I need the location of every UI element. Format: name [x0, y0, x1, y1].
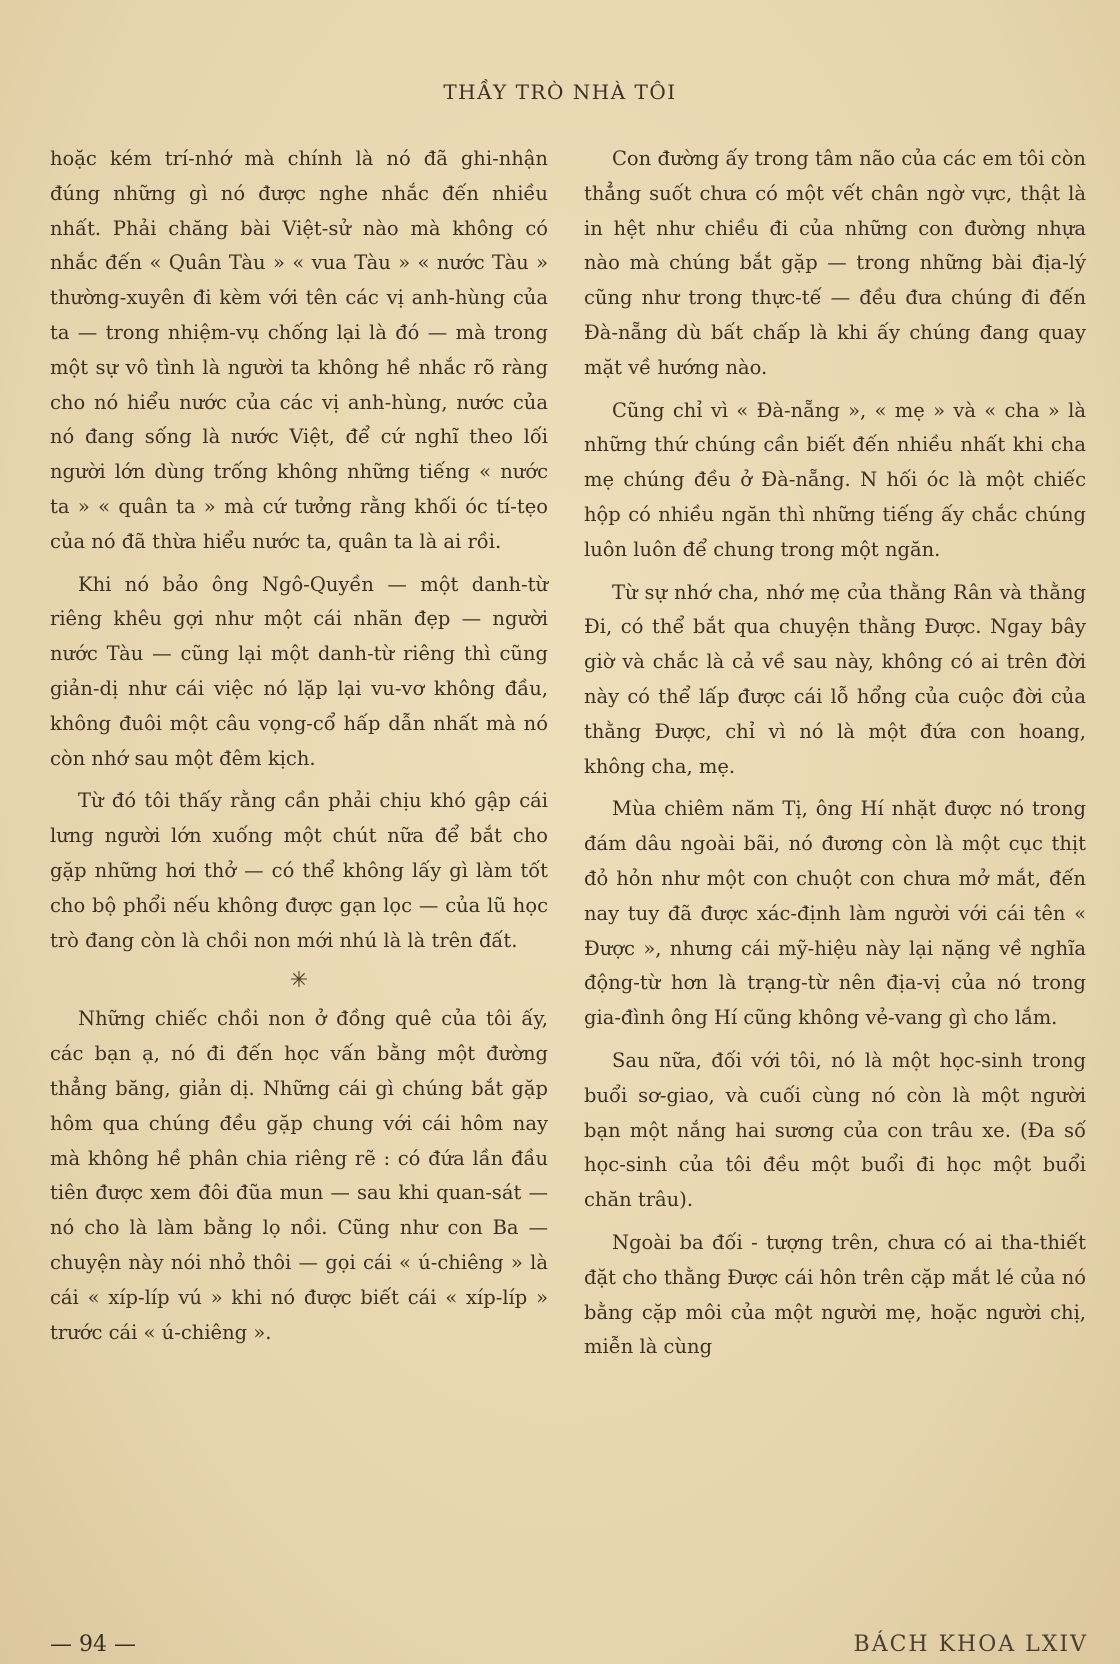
running-title: THẦY TRÒ NHÀ TÔI [443, 80, 677, 104]
paragraph: Từ sự nhớ cha, nhớ mẹ của thằng Rân và thằng Đi, có thể bắt qua chuyện thằng Được. Ngay bây giờ và chắc là cả về sau này, không có ai trên đời này có thể lấp được cái lỗ hổng của cuộc đời của thằng Được, chỉ vì nó là một đứa con hoang, không cha, mẹ. [584, 580, 1086, 778]
right-column [584, 142, 1086, 1373]
page-number: — 94 — [50, 1632, 136, 1657]
paragraph: Sau nữa, đối với tôi, nó là một học-sinh trong buổi sơ-giao, và cuối cùng nó còn là một người bạn một nắng hai sương của con trâu xe. (Đa số học-sinh của tôi đều một buổi đi học một buổi chăn trâu). [584, 1048, 1086, 1212]
left-column [50, 142, 548, 1358]
paragraph: Khi nó bảo ông Ngô-Quyền — một danh-từ riêng khêu gợi như một cái nhãn đẹp — người nước Tàu — cũng lại một danh-từ riêng thì cũng giản-dị như cái việc nó lặp lại vu-vơ không đầu, không đuôi một câu vọng-cổ hấp dẫn nhất mà nó còn nhớ sau một đêm kịch. [50, 572, 548, 770]
publication-name: BÁCH KHOA LXIV [853, 1632, 1088, 1657]
paragraph: Cũng chỉ vì « Đà-nẵng », « mẹ » và « cha » là những thứ chúng cần biết đến nhiều nhất khi cha mẹ chúng đều ở Đà-nẵng. N hối óc là một chiếc hộp có nhiều ngăn thì những tiếng ấy chắc chúng luôn luôn để chung trong một ngăn. [584, 398, 1086, 561]
paragraph: hoặc kém trí-nhớ mà chính là nó đã ghi-nhận đúng những gì nó được nghe nhắc đến nhiều nhất. Phải chăng bài Việt-sử nào mà không có nhắc đến « Quân Tàu » « vua Tàu » « nước Tàu » thường-xuyên đi kèm với tên các vị anh-hùng của ta — trong nhiệm-vụ chống lại là đó — mà trong một sự vô tình là người ta không hề nhắc rõ ràng cho nó hiểu nước của các vị anh-hùng, nước của nó đang sống là nước Việt, để cứ nghĩ theo lối người lớn dùng trống không những tiếng « nước ta » « quân ta » mà cứ tưởng rằng khối óc tí-tẹo của nó đã thừa hiểu nước ta, quân ta là ai rồi. [50, 147, 548, 553]
paragraph: Mùa chiêm năm Tị, ông Hí nhặt được nó trong đám dâu ngoài bãi, nó đương còn là một cục thịt đỏ hỏn như một con chuột con chưa mở mắt, đến nay tuy đã được xác-định làm người với cái tên « Được », nhưng cái mỹ-hiệu này lại nặng về nghĩa động-từ hơn là trạng-từ nên địa-vị của nó trong gia-đình ông Hí cũng không vẻ-vang gì cho lắm. [584, 797, 1086, 1030]
paragraph: Những chiếc chồi non ở đồng quê của tôi ấy, các bạn ạ, nó đi đến học vấn bằng một đường thẳng băng, giản dị. Những cái gì chúng bắt gặp hôm qua chúng đều gặp chung với cái hôm nay mà không hề phân chia riêng rẽ : có đứa lần đầu tiên được xem đôi đũa mun — sau khi quan-sát — nó cho là làm bằng lọ nồi. Cũng như con Ba — chuyện này nói nhỏ thôi — gọi cái « ú-chiêng » là cái « xíp-líp vú » khi nó được biết cái « xíp-líp » trước cái « ú-chiêng ». [50, 1007, 548, 1344]
paragraph: Ngoài ba đối - tượng trên, chưa có ai tha-thiết đặt cho thằng Được cái hôn trên cặp mắt lé của nó bằng cặp môi của một người mẹ, hoặc người chị, miễn là cùng [584, 1230, 1086, 1359]
paragraph: Con đường ấy trong tâm não của các em tôi còn thẳng suốt chưa có một vết chân ngờ vực, thật là in hệt như chiều đi của những con đường nhựa nào mà chúng bắt gặp — trong những bài địa-lý cũng như trong thực-tế — đều đưa chúng đi đến Đà-nẵng dù bất chấp là khi ấy chúng đang quay mặt về hướng nào. [584, 147, 1086, 379]
paragraph: Từ đó tôi thấy rằng cần phải chịu khó gập cái lưng người lớn xuống một chút nữa để bắt cho gặp những hơi thở — có thể không lấy gì làm tốt cho bộ phổi nếu không được gạn lọc — của lũ học trò đang còn là chồi non mới nhú là là trên đất. [50, 789, 548, 952]
section-ornament: ✳ [289, 968, 309, 994]
